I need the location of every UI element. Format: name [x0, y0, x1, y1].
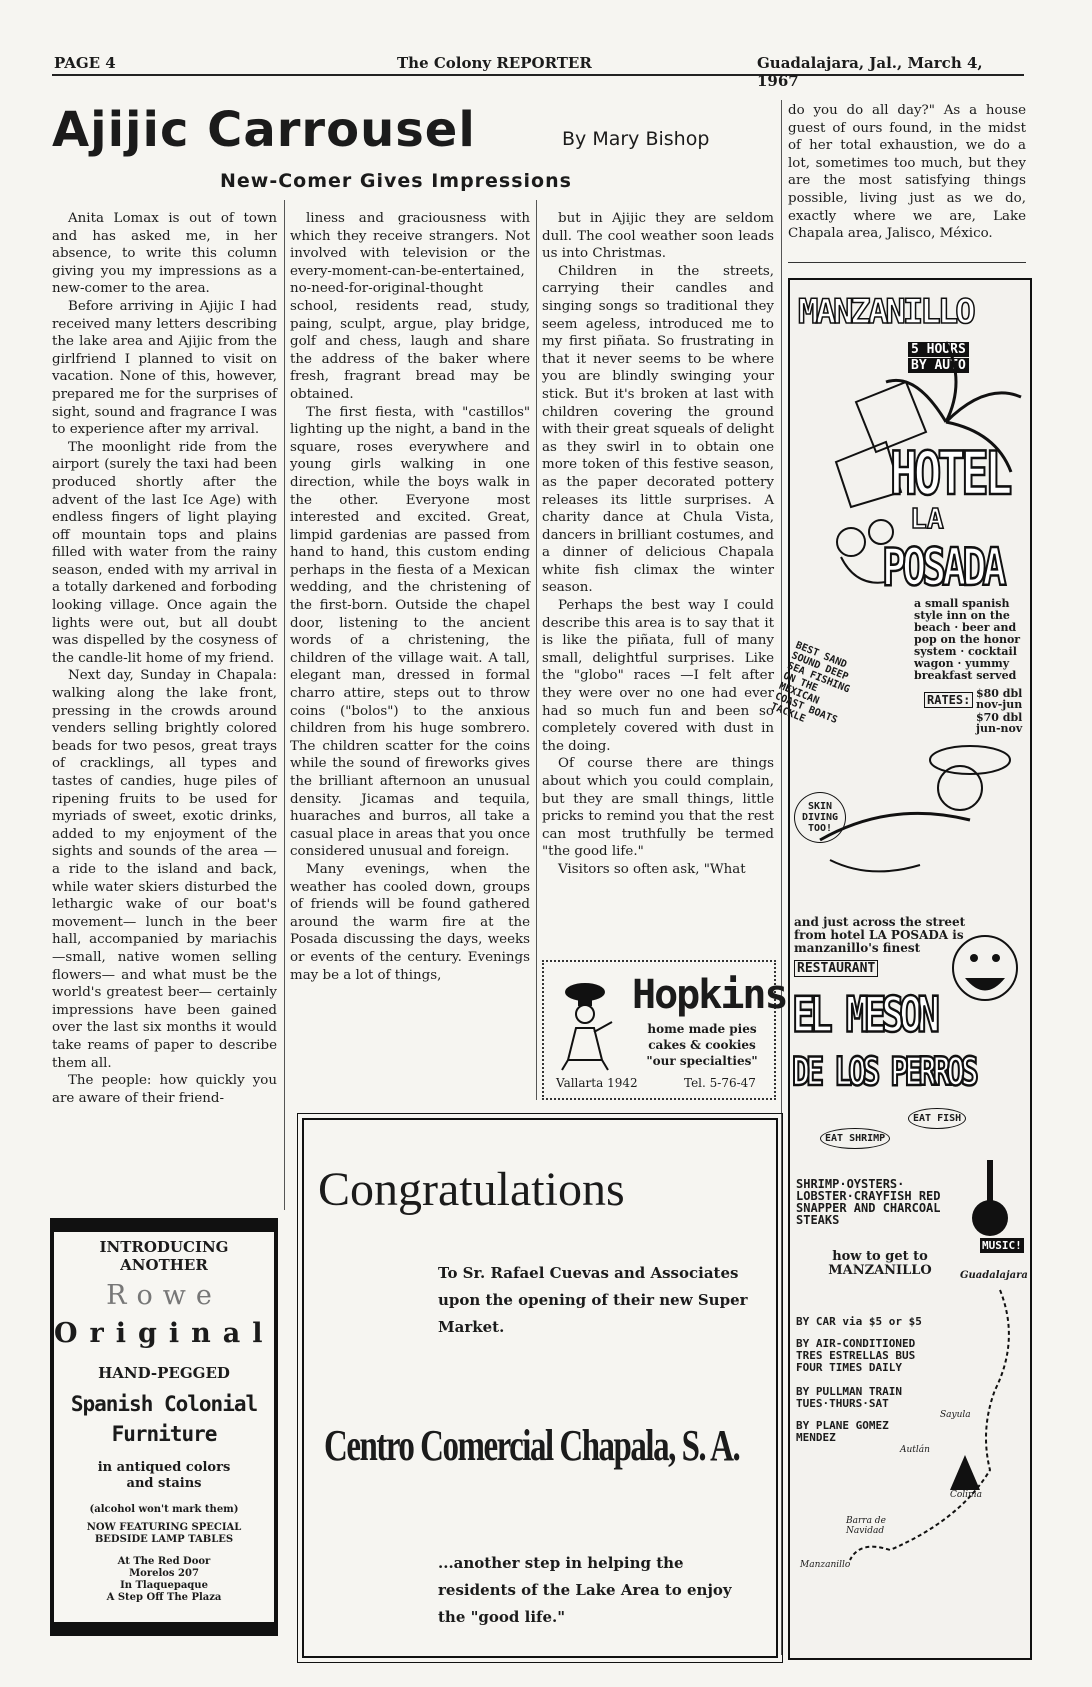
article-paragraph: do you do all day?" As a house guest of ours found, in the midst of her total exhaustion, we do a lot, sometimes too much, but they are the most satisfying things possible, living just as we do, exactly where we are, Lake Chapala area, Jalisco, México. — [788, 103, 1026, 242]
article-paragraph: Next day, Sunday in Chapala: walking along the lake front, pressing in the crowds around venders selling brightly colored beads for two pesos, great trays of cracklings, all types and tastes of candies, huge piles of ripening fruits to be used for myriads of sweet, exotic drinks, added to my enjoyment of the sights and sounds of the area —a ride to the island and back, while water skiers disturbed the lethargic wake of our boat's movement— lunch in the beer hall, accompanied by mariachis —small, native women selling flowers— and what must be the world's greatest beer— certainly impressions have been gained over the last six months it would take reams of paper to describe them all. — [52, 668, 277, 1071]
article-title: Ajijic Carrousel — [52, 102, 476, 158]
article-subtitle: New-Comer Gives Impressions — [220, 170, 572, 192]
hopkins-line: cakes & cookies — [648, 1038, 756, 1052]
laughing-man-illustration — [940, 918, 1030, 1038]
la-word: LA — [910, 502, 944, 535]
article-paragraph: Many evenings, when the weather has cooled down, groups of friends will be found gathered around the warm fire at the Posada discussing the days, weeks or events of the century. Evenings may be a lot of things, — [290, 861, 530, 983]
posada-description: a small spanish style inn on the beach · beer and pop on the honor system · cocktail wagon · yummy breakfast served — [914, 597, 1021, 682]
article-paragraph: The moonlight ride from the airport (surely the taxi had been produced shortly after the advent of the last Ice Age) with endless fingers of light playing off mountain tops and plains filled with water from the rainy season, ended with my arrival in a totally darkened and forboding looking village. Once again the lights were out, but all doubt was dispelled by the cosyness of the candle-lit home of my friend. — [52, 439, 277, 666]
article-paragraph: Anita Lomax is out of town and has asked me, in her absence, to write this column giving you my impressions as a new-comer to the area. — [52, 211, 277, 297]
posada-word: POSADA — [882, 538, 1003, 598]
congrats-footer: ...another step in helping the residents of the Lake Area to enjoy the "good life." — [438, 1554, 732, 1626]
column-rule — [781, 100, 782, 1655]
manzanillo-hours: BY AUTO — [908, 358, 969, 373]
guitar-icon — [960, 1160, 1020, 1240]
hopkins-line: "our specialties" — [646, 1054, 758, 1068]
article-column-2 — [290, 210, 530, 984]
byline: By Mary Bishop — [562, 128, 710, 150]
rowe-original: Original — [54, 1318, 275, 1349]
rowe-line: At The Red Door — [117, 1556, 211, 1567]
rates-label: RATES: — [924, 692, 973, 708]
article-column-1 — [52, 210, 277, 1107]
rowe-line: BEDSIDE LAMP TABLES — [94, 1534, 234, 1545]
rowe-line: Furniture — [111, 1422, 217, 1446]
across-street-text: and just across the street from hotel LA POSADA is manzanillo's finest — [794, 915, 966, 955]
congrats-company: Centro Comercial Chapala, S. A. — [324, 1422, 740, 1471]
article-paragraph: Of course there are things about which you could complain, but they are small things, little pricks to remind you that the rest can most truthfully be termed "the good life." — [542, 756, 774, 860]
page-number: PAGE 4 — [54, 54, 116, 72]
article-paragraph: liness and graciousness with which they receive strangers. Not involved with television or the every-moment-can-be-entertained, no-need-for-original-thought school, residents read, study, paing, sculpt, argue, play bridge, golf and chess, laugh and share the address of the baker where fresh, fragrant bread may be obtained. — [290, 211, 530, 402]
fishing-words: BEST SAND SOUND DEEP SEA FISHING ON THE MEXICAN COAST BOATS TACKLE — [769, 640, 852, 727]
by-plane: BY PLANE GOMEZ MENDEZ — [796, 1419, 889, 1444]
rowe-line: A Step Off The Plaza — [106, 1592, 222, 1603]
paper-name: The Colony REPORTER — [397, 54, 592, 72]
town-label: Autlán — [900, 1445, 930, 1455]
manzanillo-title: MANZANILLO — [798, 292, 973, 332]
hopkins-address: Vallarta 1942 — [556, 1076, 638, 1090]
dateline: Guadalajara, Jal., March 4, 1967 — [757, 54, 983, 90]
article-column-4 — [788, 102, 1026, 243]
town-label: Colima — [950, 1490, 982, 1500]
town-label: Barra de Navidad — [846, 1516, 886, 1536]
congrats-body: To Sr. Rafael Cuevas and Associates upon the opening of their new Super Market. — [438, 1264, 748, 1336]
rowe-line: In Tlaquepaque — [120, 1580, 208, 1591]
skin-diving-badge: SKIN DIVING TOO! — [794, 792, 846, 843]
by-train: BY PULLMAN TRAIN TUES·THURS·SAT — [796, 1385, 902, 1410]
manzanillo-hotel-ad — [769, 278, 1032, 1660]
article-paragraph: but in Ajijic they are seldom dull. The cool weather soon leads us into Christmas. — [542, 211, 774, 262]
column-rule — [284, 200, 285, 1210]
town-label: Sayula — [940, 1410, 971, 1420]
rate: $70 dbl jun-nov — [976, 711, 1023, 735]
guadalajara-label: Guadalajara — [960, 1270, 1028, 1281]
seafood-menu: SHRIMP·OYSTERS· LOBSTER·CRAYFISH RED SNAPPER AND CHARCOAL STEAKS — [796, 1177, 941, 1227]
rowe-line: (alcohol won't mark them) — [89, 1504, 239, 1515]
rowe-line: ANOTHER — [120, 1256, 208, 1274]
column-divider — [788, 262, 1026, 263]
hopkins-ad — [542, 960, 787, 1100]
article-paragraph: Before arriving in Ajijic I had received many letters describing the lake area and Ajijic from the girlfriend I planned to visit on vacation. None of this, however, prepared me for the surprises of sight, sound and fragrance I was to experience after my arrival. — [52, 298, 277, 438]
article-paragraph: Visitors so often ask, "What — [558, 861, 746, 877]
rowe-line: NOW FEATURING SPECIAL — [86, 1522, 242, 1533]
rowe-line: and stains — [126, 1476, 202, 1491]
eat-shrimp-badge: EAT SHRIMP — [820, 1128, 890, 1149]
music-label: MUSIC! — [982, 1239, 1022, 1252]
rate: $80 dbl nov-jun — [976, 687, 1023, 711]
rowe-line: INTRODUCING — [99, 1238, 229, 1256]
rowe-line: in antiqued colors — [97, 1460, 231, 1475]
article-paragraph: The first fiesta, with "castillos" lighting up the night, a band in the square, roses everywhere and young girls walking in one direction, while the boys walk in the other. Everyone most interested and excited. Great, limpid gardenias are passed from hand to hand, this custom ending perhaps in the fiesta of a Mexican wedding, and the christening of the first-born. Outside the chapel door, listening to the ancient words of a christening, the children of the village wait. A tall, elegant man, dressed in formal charro attire, steps out to throw coins ("bolos") to the anxious children from his huge sombrero. The children scatter for the coins while the sound of fireworks gives the brilliant afternoon an unusual density. Jicamas and tequila, huaraches and burros, all take a casual place in areas that you once considered unusual and foreign. — [290, 404, 530, 860]
by-car: BY CAR via $5 or $5 — [796, 1315, 922, 1328]
masthead — [52, 54, 1024, 90]
congratulations-ad — [302, 1118, 778, 1658]
rowe-name: Rowe — [106, 1280, 222, 1311]
how-to-get-there: how to get to MANZANILLO — [828, 1249, 932, 1278]
article-paragraph: Perhaps the best way I could describe this area is to say that it is like the piñata, full of many small, delightful surprises. Like the "globo" races —I felt after they were over no one had ever had so much fun and been so completely covered with dust in the doing. — [542, 598, 774, 754]
hopkins-name: Hopkins — [632, 972, 787, 1018]
by-bus: BY AIR-CONDITIONED TRES ESTRELLAS BUS FOUR TIMES DAILY — [796, 1337, 916, 1374]
restaurant-label: RESTAURANT — [794, 960, 878, 977]
congrats-headline: Congratulations — [318, 1163, 625, 1216]
hotel-word: HOTEL — [890, 438, 1009, 509]
article-paragraph: Children in the streets, carrying their candles and singing songs so traditional they seem ageless, introduced me to my first piñata. So frustrating in that it never seems to be where you are blindly swinging your stick. But it's broken at last with children covering the ground with their great squeals of delight as they swirl in to obtain one more token of this festive season, as the paper decorated pottery releases its little surprises. A charity dance at Chula Vista, dancers in brilliant costumes, and a dinner of delicious Chapala white fish climax the winter season. — [542, 263, 774, 596]
meson-subtitle: DE LOS PERROS — [792, 1050, 975, 1096]
town-label: Manzanillo — [800, 1560, 851, 1570]
hopkins-phone: Tel. 5-76-47 — [684, 1076, 756, 1090]
baker-chef-icon — [554, 980, 616, 1072]
manzanillo-hours: 5 HOURS — [908, 342, 969, 357]
rowe-furniture-ad — [50, 1222, 278, 1632]
rowe-line: Morelos 207 — [129, 1568, 199, 1579]
rowe-line: HAND-PEGGED — [98, 1364, 230, 1382]
hopkins-line: home made pies — [647, 1022, 757, 1036]
rowe-line: Spanish Colonial — [70, 1392, 258, 1416]
article-column-3 — [542, 210, 774, 879]
eat-fish-badge: EAT FISH — [908, 1108, 966, 1129]
column-rule — [536, 200, 537, 1100]
meson-title: EL MESON — [792, 986, 936, 1044]
article-paragraph: The people: how quickly you are aware of their friend- — [52, 1073, 277, 1106]
